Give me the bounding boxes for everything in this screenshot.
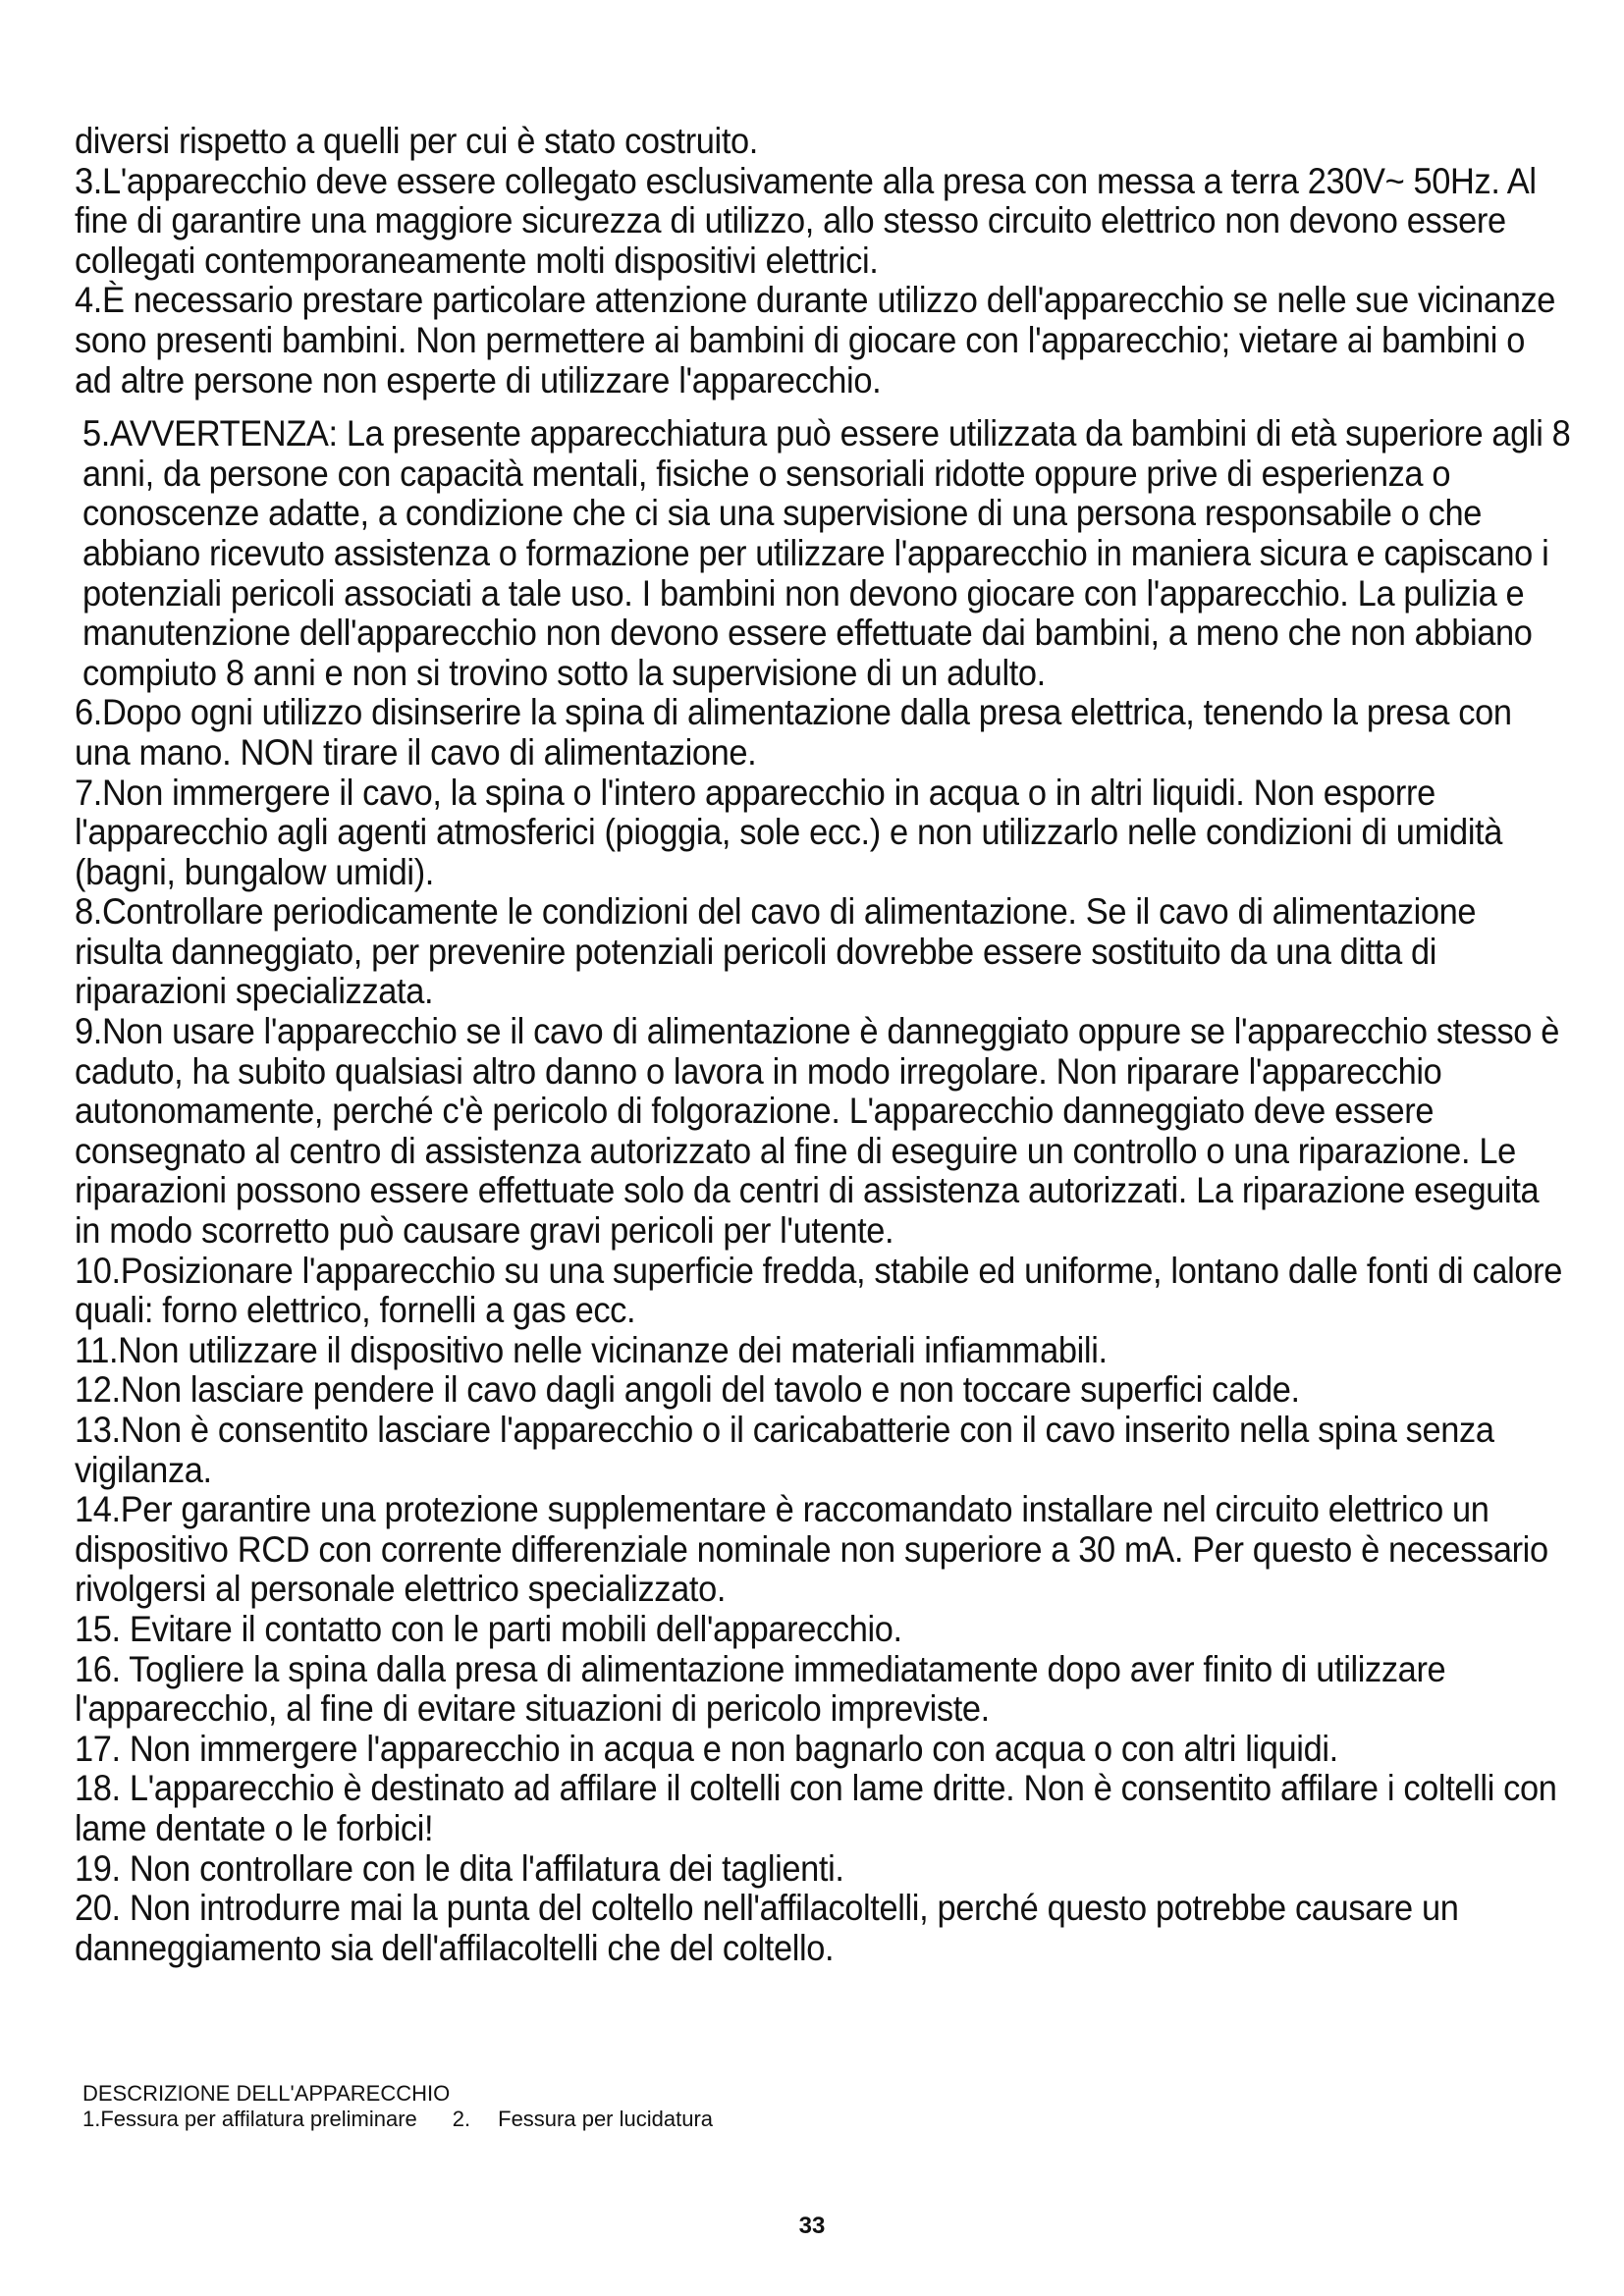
paragraph-item-20: 20. Non introdurre mai la punta del coltello nell'affilacoltelli, perché questo potrebbe causare un danneggiamento sia dell'affilacoltelli che del coltello. xyxy=(75,1888,1459,1968)
page-number: 33 xyxy=(798,2213,826,2239)
instructions-text xyxy=(75,121,1571,1968)
description-title: DESCRIZIONE DELL'APPARECCHIO xyxy=(82,2081,451,2106)
paragraph-item-10: 10.Posizionare l'apparecchio su una superficie fredda, stabile ed uniforme, lontano dalle fonti di calore quali: forno elettrico, fornelli a gas ecc. xyxy=(75,1250,1563,1331)
paragraph-item-13: 13.Non è consentito lasciare l'apparecchio o il caricabatterie con il cavo inserito nella spina senza vigilanza. xyxy=(75,1410,1494,1490)
paragraph-item-3: 3.L'apparecchio deve essere collegato esclusivamente alla presa con messa a terra 230V~ 50Hz. Al fine di garantire una maggiore sicurezza di utilizzo, allo stesso circuito elettrico non devono essere collegati contemporaneamente molti dispositivi elettrici. xyxy=(75,160,1537,281)
paragraph-item-19: 19. Non controllare con le dita l'affilatura dei taglienti. xyxy=(75,1847,844,1889)
paragraph-item-11: 11.Non utilizzare il dispositivo nelle vicinanze dei materiali infiammabili. xyxy=(75,1329,1108,1370)
paragraph-item-9: 9.Non usare l'apparecchio se il cavo di alimentazione è danneggiato oppure se l'apparecchio stesso è caduto, ha subito qualsiasi altro danno o lavora in modo irregolare. Non riparare l'apparecchio autonomamente, perché c'è pericolo di folgorazione. L'apparecchio danneggiato deve essere consegnato al centro di assistenza autorizzato al fine di eseguire un controllo o una riparazione. Le riparazioni possono essere effettuate solo da centri di assistenza autorizzati. La riparazione eseguita in modo scorretto può causare gravi pericoli per l'utente. xyxy=(75,1011,1559,1252)
paragraph-item-17: 17. Non immergere l'apparecchio in acqua e non bagnarlo con acqua o con altri liquidi. xyxy=(75,1728,1338,1769)
paragraph-item-7: 7.Non immergere il cavo, la spina o l'intero apparecchio in acqua o in altri liquidi. Non esporre l'apparecchio agli agenti atmosferici (pioggia, sole ecc.) e non utilizzarlo nelle condizioni di umidità (bagni, bungalow umidi). xyxy=(75,772,1503,892)
description-item-2-number: 2. xyxy=(452,2107,471,2131)
paragraph-continuation: diversi rispetto a quelli per cui è stato costruito. xyxy=(75,121,758,161)
paragraph-item-6: 6.Dopo ogni utilizzo disinserire la spina di alimentazione dalla presa elettrica, tenendo la presa con una mano. NON tirare il cavo di alimentazione. xyxy=(75,692,1512,773)
appliance-description xyxy=(82,2081,713,2132)
paragraph-item-5-warning: 5.AVVERTENZA: La presente apparecchiatura può essere utilizzata da bambini di età superiore agli 8 anni, da persone con capacità mentali, fisiche o sensoriali ridotte oppure prive di esperienza o conoscenze adatte, a condizione che ci sia una supervisione di una persona responsabile o che abbiano ricevuto assistenza o formazione per utilizzare l'apparecchio in maniera sicura e capiscano i potenziali pericoli associati a tale uso. I bambini non devono giocare con l'apparecchio. La pulizia e manutenzione dell'apparecchio non devono essere effettuate dai bambini, a meno che non abbiano compiuto 8 anni e non si trovino sotto la supervisione di un adulto. xyxy=(82,413,1571,693)
paragraph-item-8: 8.Controllare periodicamente le condizioni del cavo di alimentazione. Se il cavo di alimentazione risulta danneggiato, per prevenire potenziali pericoli dovrebbe essere sostituito da una ditta di riparazioni specializzata. xyxy=(75,891,1477,1012)
description-item-1: 1.Fessura per affilatura preliminare xyxy=(82,2107,417,2131)
description-item-2: Fessura per lucidatura xyxy=(498,2107,714,2131)
paragraph-item-12: 12.Non lasciare pendere il cavo dagli angoli del tavolo e non toccare superfici calde. xyxy=(75,1369,1300,1411)
paragraph-item-15: 15. Evitare il contatto con le parti mobili dell'apparecchio. xyxy=(75,1608,902,1649)
paragraph-item-18: 18. L'apparecchio è destinato ad affilare il coltelli con lame dritte. Non è consentito affilare i coltelli con lame dentate o le forbici! xyxy=(75,1768,1557,1848)
paragraph-item-16: 16. Togliere la spina dalla presa di alimentazione immediatamente dopo aver finito di utilizzare l'apparecchio, al fine di evitare situazioni di pericolo impreviste. xyxy=(75,1648,1446,1730)
description-items xyxy=(82,2107,713,2132)
paragraph-item-14: 14.Per garantire una protezione supplementare è raccomandato installare nel circuito elettrico un dispositivo RCD con corrente differenziale nominale non superiore a 30 mA. Per questo è necessario rivolgersi al personale elettrico specializzato. xyxy=(75,1489,1548,1610)
paragraph-item-4: 4.È necessario prestare particolare attenzione durante utilizzo dell'apparecchio se nelle sue vicinanze sono presenti bambini. Non permettere ai bambini di giocare con l'apparecchio; vietare ai bambini o ad altre persone non esperte di utilizzare l'apparecchio. xyxy=(75,280,1556,400)
